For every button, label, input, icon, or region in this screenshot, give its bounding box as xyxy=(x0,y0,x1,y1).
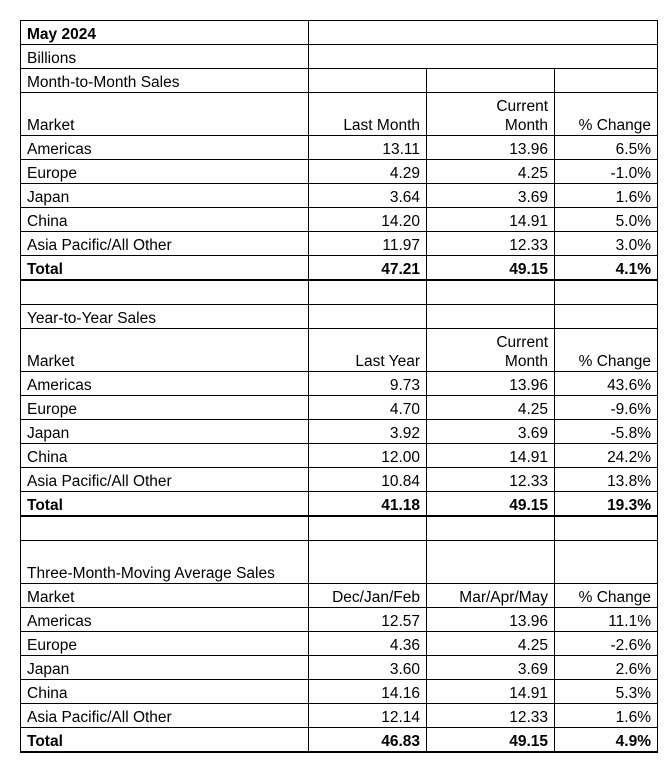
table-row xyxy=(21,704,658,728)
value-cell: 5.3% xyxy=(555,680,658,704)
value-cell: 1.6% xyxy=(555,704,658,728)
value-cell: 3.69 xyxy=(427,184,555,208)
market-name: Americas xyxy=(21,136,309,160)
value-cell: 11.97 xyxy=(309,232,427,256)
value-cell: 2.6% xyxy=(555,656,658,680)
empty-cell xyxy=(309,541,427,584)
table-row xyxy=(21,396,658,420)
empty-cell xyxy=(309,69,427,93)
value-cell: 3.64 xyxy=(309,184,427,208)
column-header: Current Month xyxy=(427,93,555,136)
value-cell: 6.5% xyxy=(555,136,658,160)
column-header: % Change xyxy=(555,584,658,608)
value-cell: 12.33 xyxy=(427,232,555,256)
spacer-cell xyxy=(21,280,309,305)
market-name: Japan xyxy=(21,184,309,208)
table-row xyxy=(21,420,658,444)
empty-cell xyxy=(555,541,658,584)
value-cell: 3.69 xyxy=(427,420,555,444)
column-header: Market xyxy=(21,584,309,608)
value-cell: 3.69 xyxy=(427,656,555,680)
value-cell: 13.96 xyxy=(427,608,555,632)
total-row xyxy=(21,256,658,281)
value-cell: 24.2% xyxy=(555,444,658,468)
value-cell: -9.6% xyxy=(555,396,658,420)
report-title: May 2024 xyxy=(21,21,309,45)
market-name: Europe xyxy=(21,160,309,184)
market-name: Americas xyxy=(21,608,309,632)
value-cell: 14.91 xyxy=(427,680,555,704)
column-header: Current Month xyxy=(427,329,555,372)
column-header: Mar/Apr/May xyxy=(427,584,555,608)
title-row xyxy=(21,21,658,45)
total-label: Total xyxy=(21,256,309,281)
spacer-cell xyxy=(555,280,658,305)
value-cell: 3.92 xyxy=(309,420,427,444)
sales-table xyxy=(20,20,658,753)
total-value: 4.9% xyxy=(555,728,658,753)
table-row xyxy=(21,468,658,492)
table-row xyxy=(21,160,658,184)
section-heading: Month-to-Month Sales xyxy=(21,69,309,93)
market-name: Japan xyxy=(21,656,309,680)
value-cell: 14.91 xyxy=(427,444,555,468)
market-name: Japan xyxy=(21,420,309,444)
spacer-row xyxy=(21,516,658,541)
value-cell: 4.70 xyxy=(309,396,427,420)
empty-cell xyxy=(555,69,658,93)
value-cell: 3.0% xyxy=(555,232,658,256)
total-value: 47.21 xyxy=(309,256,427,281)
column-header-row xyxy=(21,584,658,608)
table-row xyxy=(21,680,658,704)
total-row xyxy=(21,728,658,753)
value-cell: 14.91 xyxy=(427,208,555,232)
value-cell: 14.16 xyxy=(309,680,427,704)
column-header: Last Year xyxy=(309,329,427,372)
value-cell: 10.84 xyxy=(309,468,427,492)
market-name: China xyxy=(21,680,309,704)
column-header: % Change xyxy=(555,93,658,136)
column-header: Last Month xyxy=(309,93,427,136)
empty-cell xyxy=(555,305,658,329)
column-header-row xyxy=(21,329,658,372)
total-value: 49.15 xyxy=(427,728,555,753)
value-cell: -2.6% xyxy=(555,632,658,656)
spacer-cell xyxy=(309,280,427,305)
column-header: Market xyxy=(21,329,309,372)
empty-cell xyxy=(427,305,555,329)
total-value: 4.1% xyxy=(555,256,658,281)
value-cell: 13.11 xyxy=(309,136,427,160)
value-cell: 5.0% xyxy=(555,208,658,232)
empty-cell xyxy=(427,69,555,93)
value-cell: 12.14 xyxy=(309,704,427,728)
total-value: 49.15 xyxy=(427,256,555,281)
value-cell: 12.00 xyxy=(309,444,427,468)
value-cell: 12.33 xyxy=(427,704,555,728)
total-label: Total xyxy=(21,728,309,753)
market-name: Asia Pacific/All Other xyxy=(21,232,309,256)
spacer-cell xyxy=(21,516,309,541)
spacer-cell xyxy=(427,516,555,541)
units-row xyxy=(21,45,658,69)
total-label: Total xyxy=(21,492,309,517)
column-header: Market xyxy=(21,93,309,136)
value-cell: 4.29 xyxy=(309,160,427,184)
table-row xyxy=(21,656,658,680)
table-row xyxy=(21,444,658,468)
value-cell: 12.33 xyxy=(427,468,555,492)
table-row xyxy=(21,232,658,256)
table-row xyxy=(21,632,658,656)
table-row xyxy=(21,208,658,232)
value-cell: 12.57 xyxy=(309,608,427,632)
market-name: Europe xyxy=(21,396,309,420)
section-heading: Three-Month-Moving Average Sales xyxy=(21,541,309,584)
table-row xyxy=(21,608,658,632)
value-cell: 4.25 xyxy=(427,160,555,184)
market-name: China xyxy=(21,208,309,232)
market-name: China xyxy=(21,444,309,468)
value-cell: 13.96 xyxy=(427,136,555,160)
value-cell: 4.25 xyxy=(427,396,555,420)
empty-cell xyxy=(427,541,555,584)
value-cell: 4.36 xyxy=(309,632,427,656)
value-cell: 13.8% xyxy=(555,468,658,492)
units-label: Billions xyxy=(21,45,309,69)
value-cell: 43.6% xyxy=(555,372,658,396)
spacer-cell xyxy=(309,516,427,541)
table-row xyxy=(21,184,658,208)
value-cell: 14.20 xyxy=(309,208,427,232)
total-value: 46.83 xyxy=(309,728,427,753)
value-cell: 11.1% xyxy=(555,608,658,632)
table-row xyxy=(21,136,658,160)
value-cell: 9.73 xyxy=(309,372,427,396)
value-cell: -1.0% xyxy=(555,160,658,184)
value-cell: 4.25 xyxy=(427,632,555,656)
market-name: Europe xyxy=(21,632,309,656)
value-cell: 13.96 xyxy=(427,372,555,396)
value-cell: 1.6% xyxy=(555,184,658,208)
section-heading-row xyxy=(21,69,658,93)
column-header: Dec/Jan/Feb xyxy=(309,584,427,608)
total-row xyxy=(21,492,658,517)
spacer-cell xyxy=(427,280,555,305)
total-value: 19.3% xyxy=(555,492,658,517)
table-row xyxy=(21,372,658,396)
empty-cell xyxy=(309,305,427,329)
section-heading-row xyxy=(21,305,658,329)
total-value: 49.15 xyxy=(427,492,555,517)
value-cell: -5.8% xyxy=(555,420,658,444)
column-header-row xyxy=(21,93,658,136)
spacer-row xyxy=(21,280,658,305)
column-header: % Change xyxy=(555,329,658,372)
market-name: Asia Pacific/All Other xyxy=(21,468,309,492)
section-heading: Year-to-Year Sales xyxy=(21,305,309,329)
total-value: 41.18 xyxy=(309,492,427,517)
value-cell: 3.60 xyxy=(309,656,427,680)
section-heading-row xyxy=(21,541,658,584)
spacer-cell xyxy=(555,516,658,541)
market-name: Americas xyxy=(21,372,309,396)
market-name: Asia Pacific/All Other xyxy=(21,704,309,728)
